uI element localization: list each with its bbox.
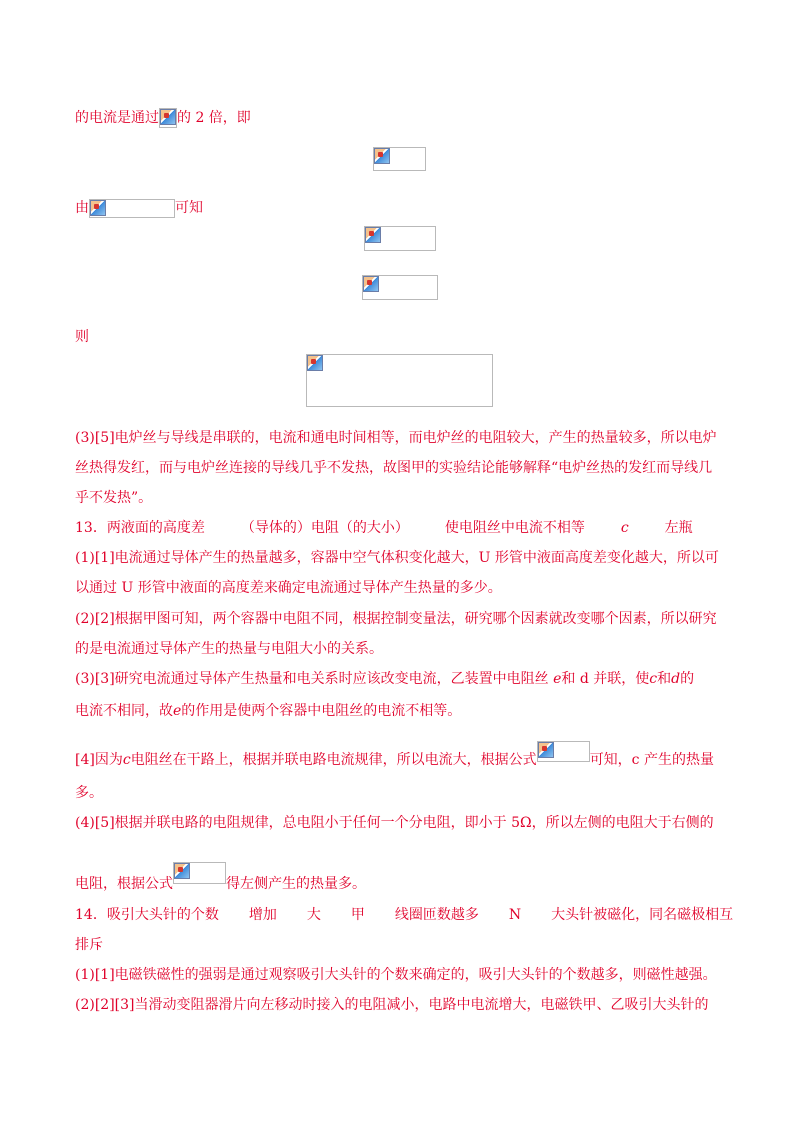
text-span: (3)[5]电炉丝与导线是串联的，电流和通电时间相等，而电炉丝的电阻较大，产生的热量较多，所以电炉 [75,430,717,446]
broken-image-icon [306,354,493,407]
answer-text: （导体的）电阻（的大小） [240,520,409,536]
variable: e [553,671,562,687]
text-span: 排斥 [75,937,103,953]
text-span: (2)[2][3]当滑动变阻器滑片向左移动时接入的电阻减小，电路中电流增大，电磁铁甲、乙吸引大头针的 [75,997,709,1013]
text-span: 的电流是通过 [75,110,159,126]
text-line [75,783,103,803]
text-span: 则 [75,329,89,345]
answer-text: 13．两液面的高度差 [75,520,205,536]
text-span: 的作用是使两个容器中电阻丝的电流不相等。 [181,703,462,719]
text-line [75,198,203,218]
text-span: (1)[1]电流通过导体产生的热量越多，容器中空气体积变化越大，U 形管中液面高度差变化越大，所以可 [75,550,719,566]
broken-image-icon [362,275,438,300]
text-line [75,965,717,985]
text-span: 以通过 U 形管中液面的高度差来确定电流通过导体产生热量的多少。 [75,580,502,596]
broken-image-icon [537,741,590,762]
text-line [75,862,366,892]
text-span: 电阻，根据公式 [75,876,173,892]
answer-text: N [508,907,522,923]
text-span: 的 2 倍，即 [177,110,251,126]
text-line [75,995,709,1015]
answer-text: 左瓶 [664,520,693,536]
broken-image-icon [159,108,177,128]
text-line [75,578,502,598]
question-13-answers [75,518,693,538]
text-line [75,108,251,128]
answer-text: 14．吸引大头针的个数 [75,907,219,923]
text-span: 和 [657,671,672,687]
text-line [75,741,714,768]
broken-image-icon [364,226,436,251]
text-span: 和 d 并联，使 [561,671,650,687]
variable: e [173,703,182,719]
text-span: 电流不相同，故 [75,703,173,719]
text-span: 的 [680,671,695,687]
text-span: (2)[2]根据甲图可知，两个容器中电阻不同，根据控制变量法，研究哪个因素就改变哪个因素，所以研究 [75,611,717,627]
text-span: 可知，c 产生的热量 [589,752,714,768]
text-span: (4)[5]根据并联电路的电阻规律，总电阻小于任何一个分电阻，即小于 5Ω，所以左侧的电阻大于右侧的 [75,815,714,831]
broken-image-icon [173,862,226,884]
text-line [75,609,717,629]
text-line [75,669,694,689]
text-line [75,548,719,568]
text-span: (1)[1]电磁铁磁性的强弱是通过观察吸引大头针的个数来确定的，吸引大头针的个数越多，则磁性越强。 [75,967,717,983]
text-line [75,458,712,478]
answer-text: 大 [306,907,321,923]
text-line [75,935,103,955]
text-span: 可知 [175,200,203,216]
answer-text: 甲 [350,907,365,923]
text-span: [4]因为 [75,752,123,768]
variable: d [671,671,681,687]
broken-image-icon [89,199,175,218]
answer-text: 增加 [248,907,277,923]
answer-text: 大头针被磁化，同名磁极相互 [551,907,734,923]
text-line [75,327,89,347]
text-line [75,813,714,833]
answer-text: 线圈匝数越多 [394,907,479,923]
text-span: 由 [75,200,89,216]
answer-text: 使电阻丝中电流不相等 [444,520,585,536]
text-span: 丝热得发红，而与电炉丝连接的导线几乎不发热，故图甲的实验结论能够解释“电炉丝热的发红而导线几 [75,460,713,476]
text-line [75,428,717,448]
text-span: 多。 [75,785,103,801]
text-line [75,488,152,508]
question-14-answers [75,905,733,925]
text-line [75,639,383,659]
variable: c [649,671,658,687]
broken-image-icon [373,147,426,171]
text-span: 电阻丝在干路上，根据并联电路电流规律，所以电流大，根据公式 [130,752,537,768]
variable: c [122,752,131,768]
text-span: (3)[3]研究电流通过导体产生热量和电关系时应该改变电流，乙装置中电阻丝 [75,671,549,687]
answer-text: c [620,520,629,536]
text-line [75,701,461,721]
text-span: 乎不发热”。 [75,490,153,506]
text-span: 的是电流通过导体产生的热量与电阻大小的关系。 [75,641,383,657]
text-span: 得左侧产生的热量多。 [226,876,366,892]
